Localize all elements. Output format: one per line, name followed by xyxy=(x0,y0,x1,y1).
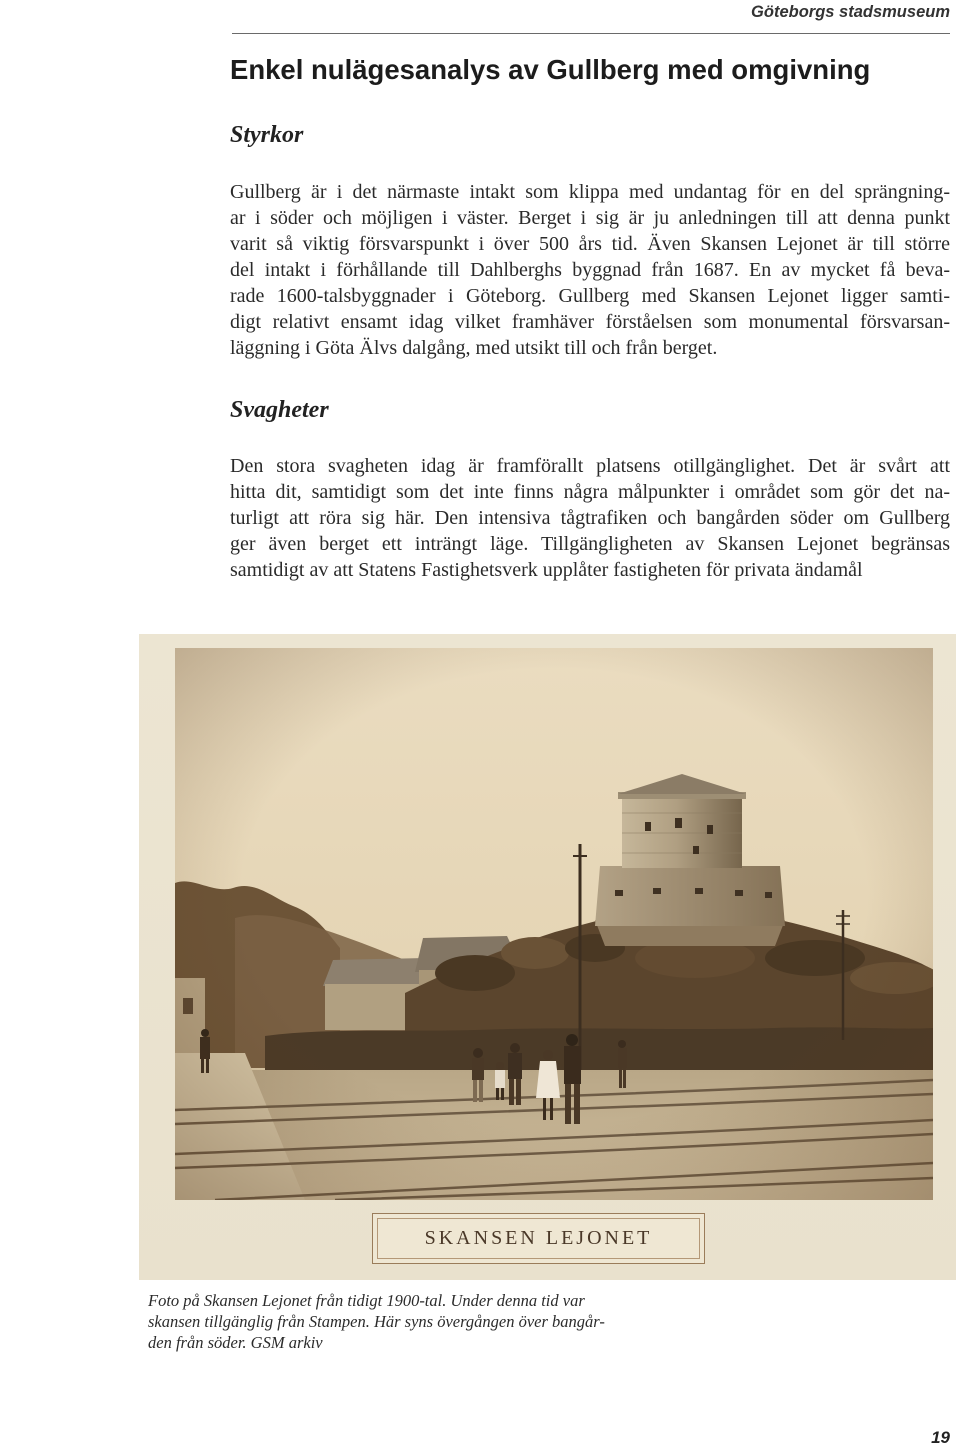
text-line: hitta dit, samtidigt som det inte finns några målpunkter i området som gör det na- xyxy=(230,481,950,503)
photo-vignette xyxy=(175,648,933,1200)
text-line: ar i söder och möjligen i väster. Berget i sig är ju anledningen till att denna punkt xyxy=(230,207,950,229)
text-line: samtidigt av att Statens Fastighetsverk upplåter fastigheten för privata ändamål xyxy=(230,559,863,581)
caption-line: den från söder. GSM arkiv xyxy=(148,1333,323,1352)
caption-line: skansen tillgänglig från Stampen. Här syns övergången över bangår- xyxy=(148,1312,605,1331)
paragraph-styrkor xyxy=(230,179,950,361)
historic-photo-skansen-lejonet xyxy=(175,648,933,1200)
section-heading-svagheter: Svagheter xyxy=(230,397,329,423)
photo-label-border xyxy=(377,1218,700,1259)
photo-label: SKANSEN LEJONET xyxy=(424,1227,653,1249)
text-line: läggning i Göta Älvs dalgång, med utsikt till och från berget. xyxy=(230,337,718,359)
text-line: del intakt i förhållande till Dahlberghs byggnad från 1687. En av mycket få beva- xyxy=(230,259,950,281)
header-rule xyxy=(232,33,950,34)
text-line: digt relativt ensamt idag vilket framhäver förståelsen som monumental försvarsan- xyxy=(230,311,950,333)
text-line: Gullberg är i det närmaste intakt som klippa med undantag för en del sprängning- xyxy=(230,181,950,203)
text-line: ger även berget ett inträngt läge. Tillgängligheten av Skansen Lejonet begränsas xyxy=(230,533,950,555)
section-heading-styrkor: Styrkor xyxy=(230,122,304,148)
photo-caption xyxy=(148,1290,628,1353)
photo-label-plaque xyxy=(372,1213,705,1264)
page-number: 19 xyxy=(931,1428,950,1447)
paragraph-svagheter xyxy=(230,453,950,583)
page-title: Enkel nulägesanalys av Gullberg med omgivning xyxy=(230,54,871,85)
caption-line: Foto på Skansen Lejonet från tidigt 1900-tal. Under denna tid var xyxy=(148,1291,585,1310)
text-line: varit så viktig försvarspunkt i över 500 års tid. Även Skansen Lejonet är till större xyxy=(230,233,950,255)
text-line: rade 1600-talsbyggnader i Göteborg. Gullberg med Skansen Lejonet ligger samti- xyxy=(230,285,950,307)
text-line: turligt att röra sig här. Den intensiva tågtrafiken och bangården söder om Gullberg xyxy=(230,507,950,529)
publisher-header: Göteborgs stadsmuseum xyxy=(751,3,950,21)
text-line: Den stora svagheten idag är framförallt platsens otillgänglighet. Det är svårt att xyxy=(230,455,950,477)
photo-mount xyxy=(139,634,956,1280)
